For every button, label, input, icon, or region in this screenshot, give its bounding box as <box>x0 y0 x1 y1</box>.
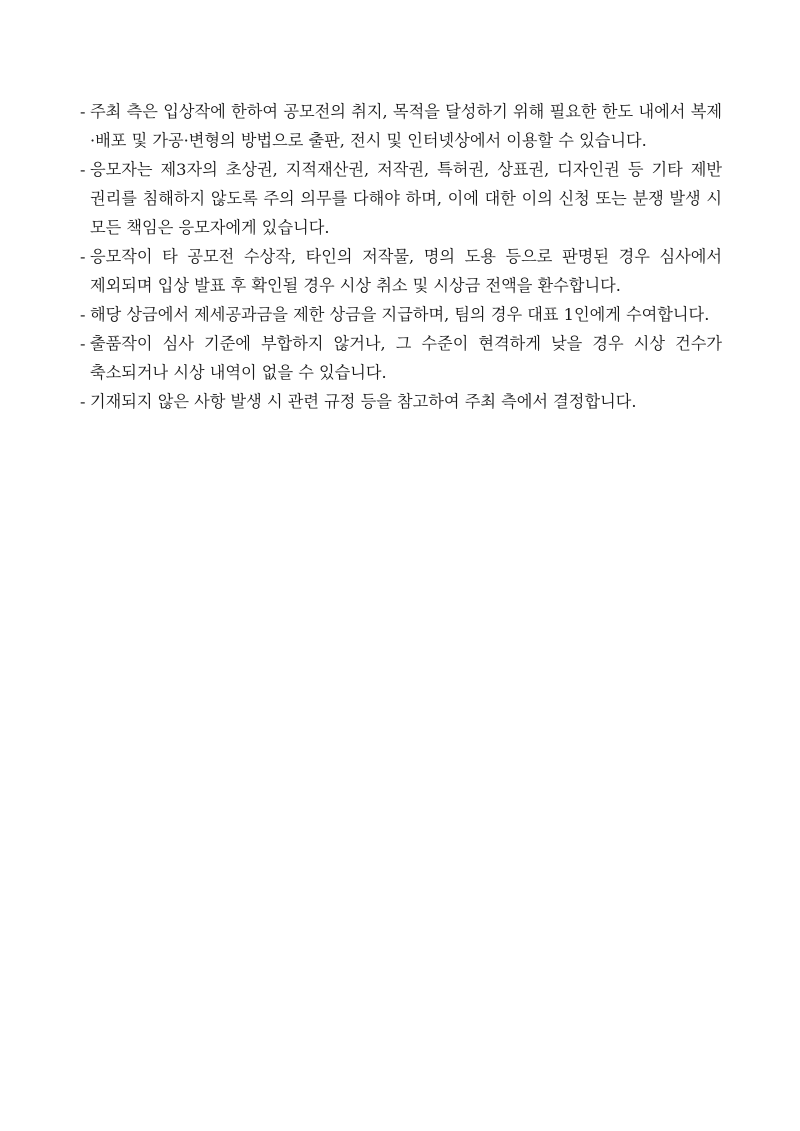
bullet-dash: - <box>80 160 86 179</box>
notice-list <box>80 97 722 416</box>
bullet-dash: - <box>80 392 86 411</box>
notice-item <box>80 242 722 300</box>
notice-item <box>80 97 722 155</box>
bullet-dash: - <box>80 334 86 353</box>
bullet-dash: - <box>80 102 86 121</box>
notice-text: 출품작이 심사 기준에 부합하지 않거나, 그 수준이 현격하게 낮을 경우 시상 건수가 축소되거나 시상 내역이 없을 수 있습니다. <box>90 334 722 382</box>
notice-item <box>80 329 722 387</box>
notice-text: 주최 측은 입상작에 한하여 공모전의 취지, 목적을 달성하기 위해 필요한 한도 내에서 복제·배포 및 가공·변형의 방법으로 출판, 전시 및 인터넷상에서 이용할 수 있습니다. <box>90 102 722 150</box>
notice-item <box>80 155 722 242</box>
notice-text: 기재되지 않은 사항 발생 시 관련 규정 등을 참고하여 주최 측에서 결정합니다. <box>90 392 637 411</box>
notice-item <box>80 300 722 329</box>
notice-text: 응모작이 타 공모전 수상작, 타인의 저작물, 명의 도용 등으로 판명된 경우 심사에서 제외되며 입상 발표 후 확인될 경우 시상 취소 및 시상금 전액을 환수합니다. <box>90 247 722 295</box>
bullet-dash: - <box>80 305 86 324</box>
bullet-dash: - <box>80 247 86 266</box>
notice-text: 해당 상금에서 제세공과금을 제한 상금을 지급하며, 팀의 경우 대표 1인에게 수여합니다. <box>90 305 710 324</box>
notice-item <box>80 387 722 416</box>
notice-text: 응모자는 제3자의 초상권, 지적재산권, 저작권, 특허권, 상표권, 디자인권 등 기타 제반 권리를 침해하지 않도록 주의 의무를 다해야 하며, 이에 대한 이의 신청 또는 분쟁 발생 시 모든 책임은 응모자에게 있습니다. <box>90 160 722 237</box>
